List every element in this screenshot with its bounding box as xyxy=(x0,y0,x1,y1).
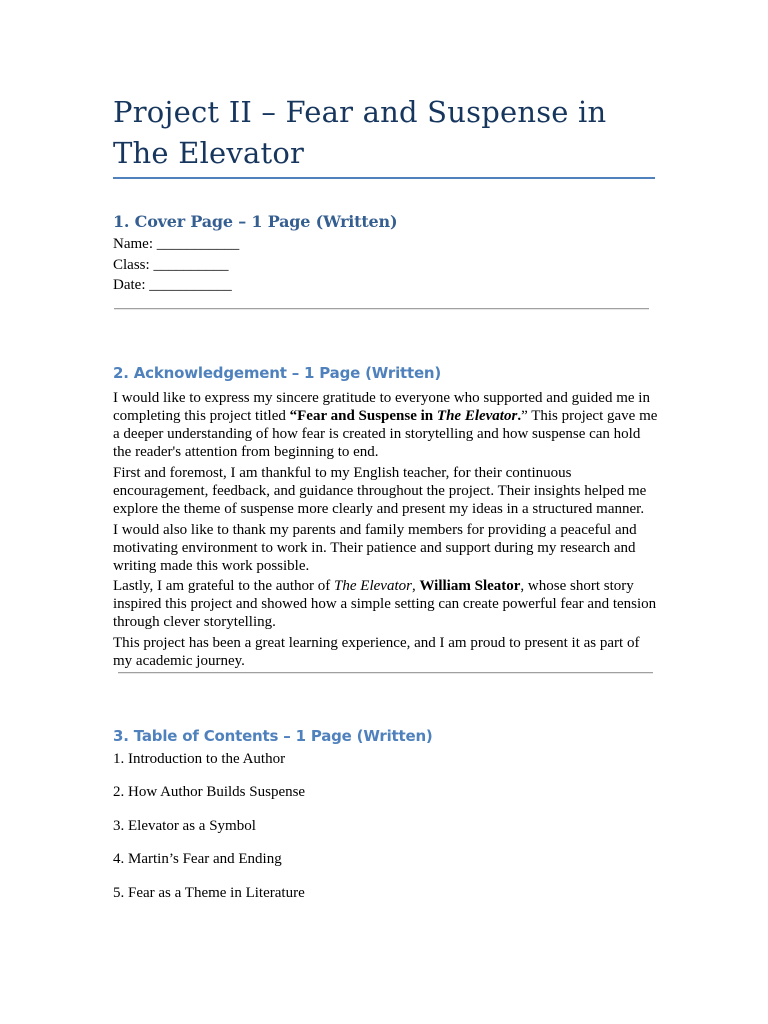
project-title-period: . xyxy=(517,408,522,424)
toc-item: 1. Introduction to the Author xyxy=(113,751,286,767)
paragraph-text: , whose short story inspired this project and showed how a simple setting can create powerful fear and tension through clever storytelling. xyxy=(113,578,657,630)
date-blank: ___________ xyxy=(149,277,232,293)
section-divider xyxy=(114,308,649,310)
acknowledgement-heading: 2. Acknowledgement – 1 Page (Written) xyxy=(113,364,442,382)
project-title-text: “Fear and Suspense in xyxy=(289,408,437,424)
toc-item: 5. Fear as a Theme in Literature xyxy=(113,885,305,901)
class-field xyxy=(113,255,228,275)
name-blank: ___________ xyxy=(156,236,240,252)
acknowledgement-paragraph: This project has been a great learning experience, and I am proud to present it as part of my academic journey. xyxy=(113,635,640,669)
paragraph-text: , xyxy=(411,578,420,594)
table-of-contents-heading: 3. Table of Contents – 1 Page (Written) xyxy=(113,727,433,745)
acknowledgement-paragraph xyxy=(113,577,658,631)
cover-page-heading: 1. Cover Page – 1 Page (Written) xyxy=(113,212,398,231)
date-label: Date: xyxy=(113,277,146,293)
acknowledgement-paragraph: I would also like to thank my parents and family members for providing a peaceful and motivating environment to work in. Their patience and support during my research and writing made this work possible. xyxy=(113,522,637,574)
toc-item: 3. Elevator as a Symbol xyxy=(113,818,256,834)
section-divider xyxy=(118,672,653,674)
paragraph-text: ” This project gave me a deeper understanding of how fear is created in storytelling and how suspense can hold the reader's attention from beginning to end. xyxy=(113,408,658,460)
story-title: The Elevator xyxy=(436,408,518,424)
project-title-bold xyxy=(290,408,521,424)
toc-item: 2. How Author Builds Suspense xyxy=(113,784,306,800)
name-label: Name: xyxy=(113,236,153,252)
paragraph-text: I would like to express my sincere gratitude to everyone who supported and guided me in completing this project titled xyxy=(113,390,650,424)
document-title: Project II – Fear and Suspense in The Elevator xyxy=(113,95,607,170)
paragraph-text: Lastly, I am grateful to the author of xyxy=(113,578,335,594)
author-name: William Sleator xyxy=(419,578,521,594)
name-field xyxy=(113,234,239,254)
class-label: Class: xyxy=(113,257,150,273)
acknowledgement-paragraph: First and foremost, I am thankful to my English teacher, for their continuous encouragement, feedback, and guidance throughout the project. Their insights helped me explore the theme of suspense more clearly and present my ideas in a structured manner. xyxy=(113,465,647,517)
story-title: The Elevator xyxy=(334,578,412,594)
acknowledgement-paragraph xyxy=(113,389,658,461)
date-field xyxy=(113,275,232,295)
class-blank: __________ xyxy=(153,257,229,273)
toc-item: 4. Martin’s Fear and Ending xyxy=(113,851,282,867)
title-underline xyxy=(113,177,655,179)
